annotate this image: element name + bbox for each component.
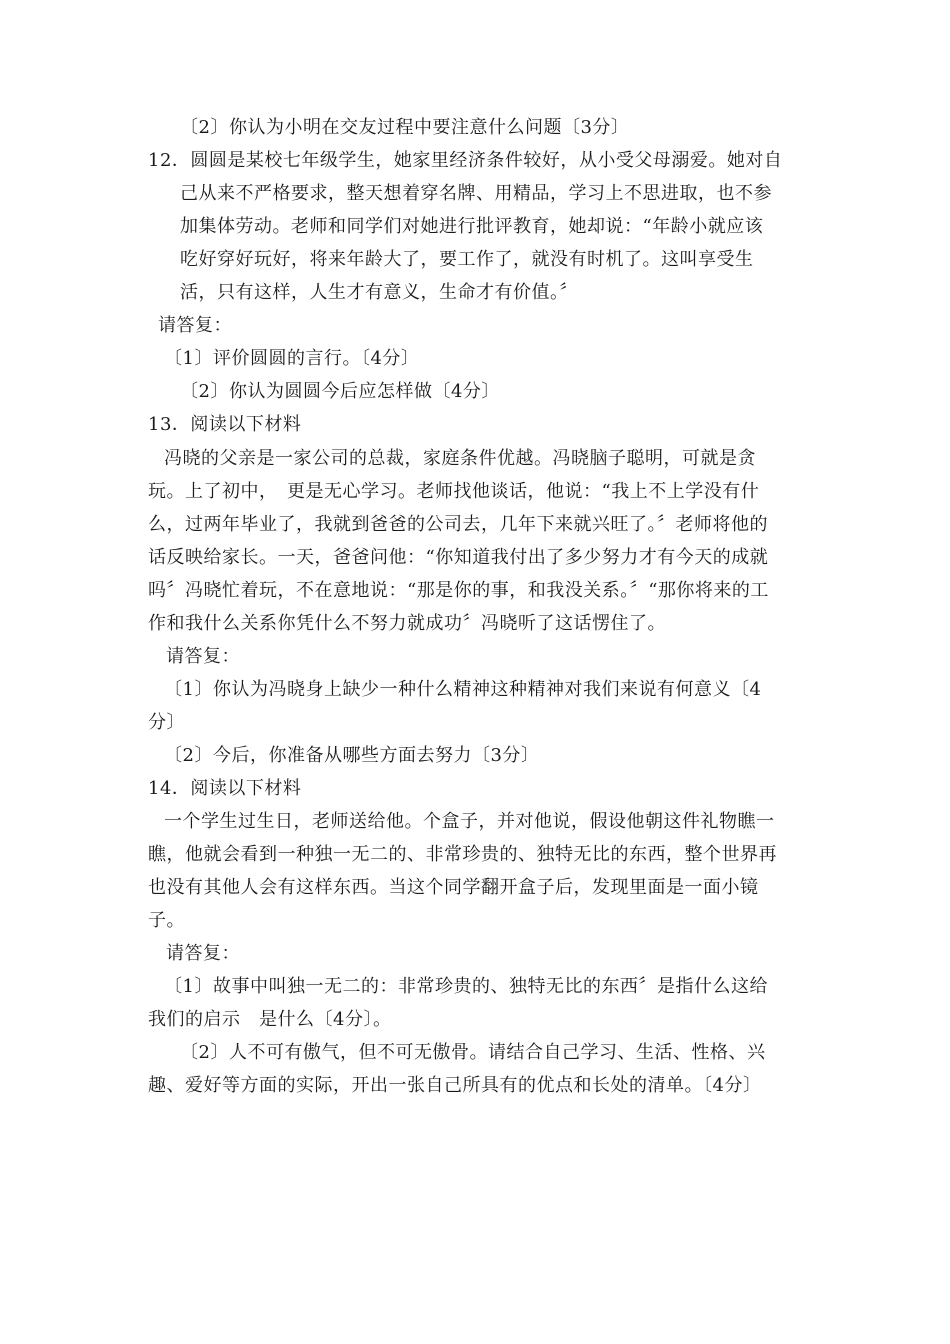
q12-stem-line5: 活，只有这样，人生才有意义，生命才有价值。〞 bbox=[180, 282, 578, 303]
q14-heading: 14．阅读以下材料 bbox=[148, 778, 302, 799]
q13-material-line3: 么，过两年毕业了，我就到爸爸的公司去，几年下来就兴旺了。〞老师将他的 bbox=[148, 514, 768, 535]
q12-sub1: 〔1〕评价圆圆的言行。〔4分〕 bbox=[164, 348, 420, 369]
q14-material-line1: 一个学生过生日，老师送给他。个盒子，并对他说，假设他朝这件礼物瞧一 bbox=[164, 811, 775, 832]
q14-answer-prompt: 请答复： bbox=[166, 943, 240, 964]
q12-sub2: 〔2〕你认为圆圆今后应怎样做〔4分〕 bbox=[180, 381, 500, 402]
q13-heading: 13．阅读以下材料 bbox=[148, 414, 302, 435]
q14-sub1-line1: 〔1〕故事中叫独一无二的：非常珍贵的、独特无比的东西〞是指什么这给 bbox=[164, 976, 768, 997]
q14-material-line3: 也没有其他人会有这样东西。当这个同学翻开盒子后，发现里面是一面小镜 bbox=[148, 877, 759, 898]
q14-sub1-line2: 我们的启示 是什么〔4分〕。 bbox=[148, 1009, 392, 1030]
q13-material-line2: 玩。上了初中， 更是无心学习。老师找他谈话，他说：“我上不上学没有什 bbox=[148, 481, 760, 502]
q13-sub1-line2: 分〕 bbox=[148, 712, 185, 733]
q14-sub2-line1: 〔2〕人不可有傲气，但不可无傲骨。请结合自己学习、生活、性格、兴 bbox=[180, 1042, 766, 1063]
q11-sub2: 〔2〕你认为小明在交友过程中要注意什么问题〔3分〕 bbox=[180, 117, 630, 138]
q14-material-line2: 瞧，他就会看到一种独一无二的、非常珍贵的、独特无比的东西，整个世界再 bbox=[148, 844, 777, 865]
q13-material-line5: 吗〞冯晓忙着玩，不在意地说：“那是你的事，和我没关系。〞“那你将来的工 bbox=[148, 580, 769, 601]
q13-sub2: 〔2〕今后，你准备从哪些方面去努力〔3分〕 bbox=[164, 745, 540, 766]
q12-stem-line1: 12．圆圆是某校七年级学生，她家里经济条件较好，从小受父母溺爱。她对自 bbox=[148, 150, 783, 171]
q12-stem-line2: 己从来不严格要求，整天想着穿名牌、用精品，学习上不思进取，也不参 bbox=[180, 183, 772, 204]
q13-material-line4: 话反映给家长。一天，爸爸问他：“你知道我付出了多少努力才有今天的成就 bbox=[148, 547, 769, 568]
q13-material-line1: 冯晓的父亲是一家公司的总裁，家庭条件优越。冯晓脑子聪明，可就是贪 bbox=[164, 448, 756, 469]
q12-stem-line3: 加集体劳动。老师和同学们对她进行批评教育，她却说：“年龄小就应该 bbox=[180, 216, 764, 237]
q13-material-line6: 作和我什么关系你凭什么不努力就成功〞冯晓听了这话愣住了。 bbox=[148, 613, 666, 634]
q14-sub2-line2: 趣、爱好等方面的实际，开出一张自己所具有的优点和长处的清单。〔4分〕 bbox=[148, 1075, 762, 1096]
q12-stem-line4: 吃好穿好玩好，将来年龄大了，要工作了，就没有时机了。这叫享受生 bbox=[180, 249, 754, 270]
q12-answer-prompt: 请答复： bbox=[158, 315, 232, 336]
q13-answer-prompt: 请答复： bbox=[166, 646, 240, 667]
q13-sub1-line1: 〔1〕你认为冯晓身上缺少一种什么精神这种精神对我们来说有何意义〔4 bbox=[164, 679, 762, 700]
q14-material-line4: 子。 bbox=[148, 910, 185, 931]
